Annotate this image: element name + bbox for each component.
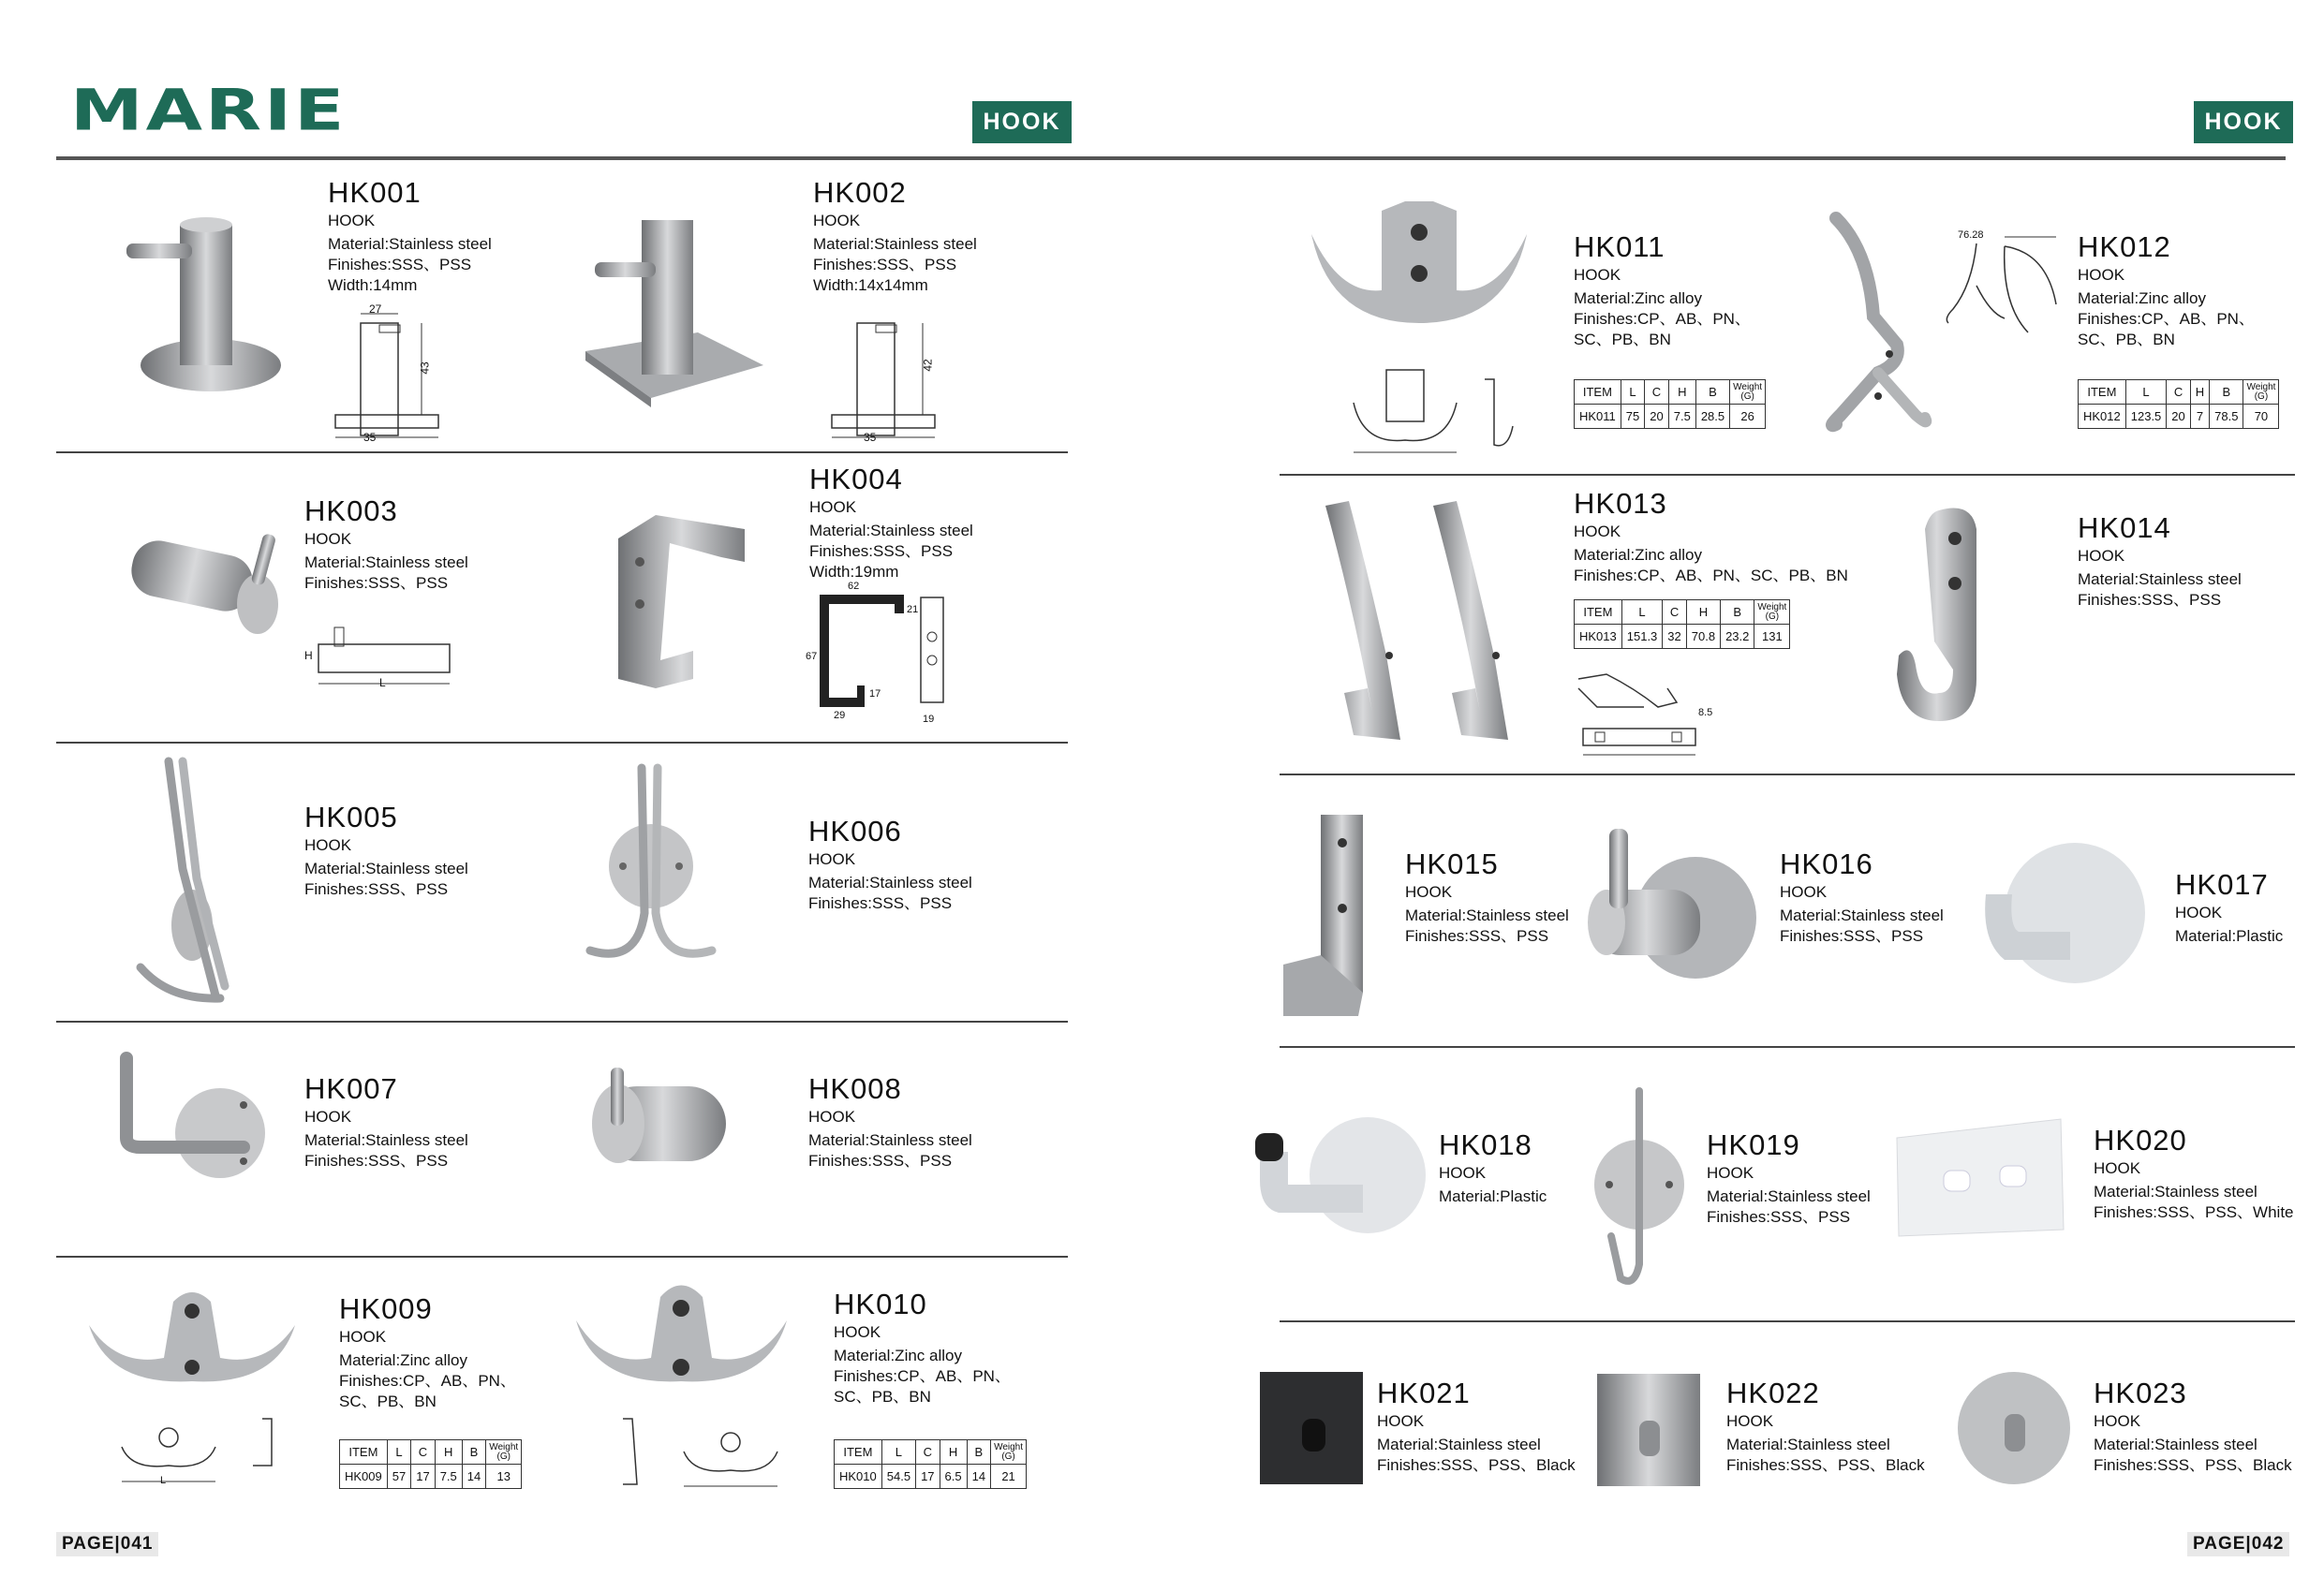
- hk013-spec-table: [1574, 599, 1790, 649]
- td: 26: [1730, 405, 1766, 429]
- unit: (G): [1001, 1451, 1015, 1462]
- th: B: [462, 1440, 485, 1465]
- th: B: [1695, 380, 1729, 405]
- product-type: HOOK: [813, 211, 861, 229]
- brand-logo: MARIE: [70, 78, 348, 144]
- product-code: HK010: [834, 1288, 927, 1320]
- hk007-image: [112, 1054, 276, 1203]
- hk016-image: [1583, 824, 1761, 1002]
- td: 28.5: [1695, 405, 1729, 429]
- product-hk022: [1726, 1377, 1925, 1476]
- hk002-image: [585, 211, 773, 407]
- product-code: HK015: [1405, 847, 1499, 880]
- th: Weight: [994, 1441, 1024, 1452]
- product-code: HK014: [2078, 511, 2171, 544]
- product-type: HOOK: [1780, 882, 1828, 901]
- product-hk001: [328, 176, 492, 296]
- unit: (G): [496, 1451, 511, 1462]
- product-specs: Material:Stainless steel Finishes:SSS、PSS: [1780, 906, 1944, 946]
- hk001-image: [122, 206, 300, 393]
- td: HK013: [1575, 625, 1622, 649]
- dim-letter: L: [160, 1475, 167, 1486]
- product-hk002: [813, 176, 977, 296]
- product-type: HOOK: [2078, 546, 2125, 565]
- td: 17: [916, 1465, 940, 1489]
- product-hk018: [1439, 1128, 1547, 1207]
- td: 21: [991, 1465, 1027, 1489]
- th-weight: [1754, 600, 1790, 625]
- product-code: HK016: [1780, 847, 1873, 880]
- dim-label: 76.28: [1958, 229, 1984, 241]
- td: 57: [387, 1465, 410, 1489]
- product-code: HK022: [1726, 1377, 1820, 1409]
- row-divider: [56, 742, 1068, 744]
- td: 14: [967, 1465, 990, 1489]
- dim-label: 67: [806, 651, 818, 662]
- hk004-image: [604, 506, 773, 693]
- product-type: HOOK: [808, 849, 856, 868]
- hk021-image: [1255, 1367, 1368, 1489]
- td: 54.5: [881, 1465, 915, 1489]
- hk006-image: [571, 763, 731, 979]
- hk019-image: [1583, 1086, 1695, 1292]
- th: ITEM: [340, 1440, 388, 1465]
- product-code: HK021: [1377, 1377, 1471, 1409]
- hk009-image: [80, 1283, 304, 1400]
- product-specs: Material:Stainless steel Finishes:SSS、PSS、Black: [2094, 1436, 2292, 1475]
- dim-label: 35: [864, 431, 877, 444]
- unit: (G): [1740, 391, 1754, 402]
- product-type: HOOK: [1405, 882, 1453, 901]
- td: 7.5: [1668, 405, 1695, 429]
- product-specs: Material:Stainless steel Finishes:SSS、PSS、Black: [1377, 1436, 1576, 1475]
- product-hk014: [2078, 511, 2242, 611]
- hk013-image: [1316, 496, 1541, 749]
- td: 32: [1663, 625, 1686, 649]
- product-type: HOOK: [1707, 1163, 1754, 1182]
- dim-label: 19: [923, 714, 935, 725]
- td: 70.8: [1686, 625, 1720, 649]
- product-code: HK004: [809, 463, 903, 495]
- product-specs: Material:Stainless steel Finishes:SSS、PSS: [1707, 1187, 1871, 1227]
- hk012-drawing: [1934, 229, 2075, 342]
- th: L: [1621, 600, 1663, 625]
- td: 75: [1621, 405, 1644, 429]
- th: C: [2167, 380, 2190, 405]
- product-code: HK020: [2094, 1124, 2187, 1157]
- hk011-spec-table: [1574, 379, 1766, 429]
- td: HK010: [835, 1465, 882, 1489]
- th: H: [1686, 600, 1720, 625]
- product-code: HK007: [304, 1072, 398, 1105]
- product-hk009: [339, 1292, 516, 1412]
- product-hk011: [1574, 230, 1751, 350]
- product-hk007: [304, 1072, 468, 1172]
- hk011-image: [1302, 197, 1536, 332]
- th: Weight: [1733, 381, 1763, 392]
- th: C: [916, 1440, 940, 1465]
- section-tag-right: HOOK: [2194, 101, 2293, 143]
- dim-label: 17: [869, 688, 881, 700]
- product-type: HOOK: [834, 1322, 881, 1341]
- product-specs: Material:Zinc alloy Finishes:CP、AB、PN、SC、PB、BN: [1574, 546, 1848, 585]
- th: Weight: [2246, 381, 2276, 392]
- dim-label: 21: [907, 604, 919, 615]
- product-specs: Material:Plastic: [1439, 1187, 1547, 1206]
- th: L: [881, 1440, 915, 1465]
- hk011-drawing: [1344, 351, 1532, 459]
- th-weight: [1730, 380, 1766, 405]
- product-code: HK008: [808, 1072, 902, 1105]
- product-type: HOOK: [2175, 903, 2223, 921]
- row-divider: [1280, 474, 2295, 476]
- dim-label: L: [379, 676, 386, 689]
- th: Weight: [489, 1441, 519, 1452]
- product-hk003: [304, 494, 468, 594]
- product-code: HK013: [1574, 487, 1667, 520]
- product-code: HK001: [328, 176, 422, 209]
- section-tag-left: HOOK: [972, 101, 1072, 143]
- th: L: [387, 1440, 410, 1465]
- product-type: HOOK: [809, 497, 857, 516]
- product-specs: Material:Stainless steel Finishes:SSS、PSS: [1405, 906, 1569, 946]
- product-type: HOOK: [339, 1327, 387, 1346]
- product-code: HK023: [2094, 1377, 2187, 1409]
- product-code: HK018: [1439, 1128, 1532, 1161]
- product-hk021: [1377, 1377, 1576, 1476]
- hk002-drawing: [824, 304, 965, 445]
- product-code: HK002: [813, 176, 907, 209]
- hk005-image: [131, 757, 244, 1010]
- hk010-drawing: [614, 1409, 801, 1494]
- unit: (G): [2254, 391, 2269, 402]
- product-specs: Material:Stainless steel Finishes:SSS、PSS、White: [2094, 1183, 2294, 1222]
- product-code: HK011: [1574, 230, 1665, 263]
- product-hk016: [1780, 847, 1944, 947]
- th: C: [1645, 380, 1668, 405]
- th: B: [1721, 600, 1754, 625]
- product-specs: Material:Zinc alloy Finishes:CP、AB、PN、 SC、PB、BN: [339, 1351, 516, 1411]
- th: ITEM: [835, 1440, 882, 1465]
- td: 7.5: [435, 1465, 462, 1489]
- product-type: HOOK: [1726, 1411, 1774, 1430]
- hk018-image: [1251, 1114, 1428, 1236]
- product-specs: Material:Stainless steel Finishes:SSS、PSS: [304, 860, 468, 899]
- product-specs: Material:Stainless steel Finishes:SSS、PSS、Black: [1726, 1436, 1925, 1475]
- product-hk012: [2078, 230, 2255, 350]
- page-number-left: PAGE|041: [56, 1532, 158, 1556]
- header-rule: [56, 156, 2286, 160]
- td: HK009: [340, 1465, 388, 1489]
- td: 6.5: [940, 1465, 967, 1489]
- product-code: HK017: [2175, 868, 2269, 901]
- product-type: HOOK: [328, 211, 376, 229]
- hk003-image: [126, 529, 286, 651]
- product-hk017: [2175, 868, 2283, 947]
- th: H: [940, 1440, 967, 1465]
- row-divider: [1280, 1046, 2295, 1048]
- hk015-image: [1279, 810, 1372, 1021]
- hk008-image: [590, 1063, 731, 1194]
- hk020-image: [1897, 1119, 2065, 1236]
- product-hk004: [809, 463, 973, 582]
- product-hk019: [1707, 1128, 1871, 1228]
- row-divider: [1280, 1320, 2295, 1322]
- dim-label: H: [304, 649, 313, 662]
- product-code: HK019: [1707, 1128, 1800, 1161]
- hk010-image: [567, 1278, 796, 1400]
- td: 20: [1645, 405, 1668, 429]
- td: HK011: [1575, 405, 1621, 429]
- th: Weight: [1757, 601, 1787, 612]
- row-divider: [1280, 774, 2295, 775]
- td: HK012: [2079, 405, 2126, 429]
- product-specs: Material:Stainless steel Finishes:SSS、PSS: [304, 553, 468, 593]
- product-specs: Material:Zinc alloy Finishes:CP、AB、PN、 SC、PB、BN: [834, 1347, 1011, 1407]
- hk017-image: [1967, 838, 2145, 997]
- unit: (G): [1765, 611, 1780, 622]
- product-hk010: [834, 1288, 1011, 1408]
- row-divider: [56, 451, 1068, 453]
- product-specs: Material:Stainless steel Finishes:SSS、PSS: [808, 1131, 972, 1171]
- th: B: [967, 1440, 990, 1465]
- product-type: HOOK: [304, 529, 352, 548]
- hk009-drawing: [112, 1414, 300, 1489]
- th: C: [1663, 600, 1686, 625]
- product-specs: Material:Stainless steel Finishes:SSS、PSS: [808, 874, 972, 913]
- row-divider: [56, 1021, 1068, 1023]
- td: 13: [486, 1465, 522, 1489]
- product-hk023: [2094, 1377, 2292, 1476]
- hk023-image: [1953, 1367, 2075, 1489]
- td: 78.5: [2210, 405, 2243, 429]
- row-divider: [56, 1256, 1068, 1258]
- dim-label: 29: [834, 710, 846, 721]
- hk022-image: [1592, 1369, 1705, 1491]
- product-type: HOOK: [808, 1107, 856, 1126]
- product-hk013: [1574, 487, 1848, 586]
- th: L: [2125, 380, 2167, 405]
- product-hk008: [808, 1072, 972, 1172]
- product-specs: Material:Stainless steel Finishes:SSS、PSS: [304, 1131, 468, 1171]
- th: ITEM: [2079, 380, 2126, 405]
- dim-label: 35: [363, 431, 377, 444]
- hk012-spec-table: [2078, 379, 2279, 429]
- dim-label: 62: [848, 581, 860, 592]
- product-hk005: [304, 801, 468, 900]
- product-type: HOOK: [2078, 265, 2125, 284]
- product-hk020: [2094, 1124, 2294, 1223]
- dim-label: 43: [418, 361, 432, 375]
- product-code: HK005: [304, 801, 398, 833]
- td: 17: [411, 1465, 435, 1489]
- product-specs: Material:Zinc alloy Finishes:CP、AB、PN、 SC、PB、BN: [1574, 289, 1751, 349]
- th: ITEM: [1575, 600, 1622, 625]
- th: L: [1621, 380, 1644, 405]
- td: 20: [2167, 405, 2190, 429]
- product-specs: Material:Plastic: [2175, 927, 2284, 946]
- dim-label: 42: [921, 359, 935, 372]
- th: B: [2210, 380, 2243, 405]
- hk010-spec-table: [834, 1439, 1027, 1489]
- product-type: HOOK: [2094, 1411, 2141, 1430]
- td: 7: [2190, 405, 2209, 429]
- th: H: [2190, 380, 2209, 405]
- product-code: HK009: [339, 1292, 433, 1325]
- product-specs: Material:Zinc alloy Finishes:CP、AB、PN、 SC、PB、BN: [2078, 289, 2255, 349]
- td: 123.5: [2125, 405, 2167, 429]
- product-code: HK006: [808, 815, 902, 847]
- product-type: HOOK: [304, 835, 352, 854]
- th: H: [435, 1440, 462, 1465]
- product-type: HOOK: [1439, 1163, 1487, 1182]
- product-specs: Material:Stainless steel Finishes:SSS、PSS Width:14x14mm: [813, 235, 977, 295]
- product-code: HK003: [304, 494, 398, 527]
- hk014-image: [1887, 501, 2009, 730]
- th-weight: [991, 1440, 1027, 1465]
- product-hk006: [808, 815, 972, 914]
- td: 23.2: [1721, 625, 1754, 649]
- th-weight: [2243, 380, 2279, 405]
- hk001-drawing: [328, 304, 468, 445]
- th-weight: [486, 1440, 522, 1465]
- th: C: [411, 1440, 435, 1465]
- th: ITEM: [1575, 380, 1621, 405]
- product-specs: Material:Stainless steel Finishes:SSS、PSS Width:14mm: [328, 235, 492, 295]
- td: 70: [2243, 405, 2279, 429]
- td: 151.3: [1621, 625, 1663, 649]
- dim-label: 27: [369, 302, 382, 316]
- hk013-drawing: [1569, 665, 1719, 759]
- product-hk015: [1405, 847, 1569, 947]
- product-type: HOOK: [304, 1107, 352, 1126]
- dim-label: 8.5: [1698, 707, 1713, 718]
- hk009-spec-table: [339, 1439, 522, 1489]
- product-code: HK012: [2078, 230, 2171, 263]
- product-type: HOOK: [1574, 265, 1621, 284]
- td: 131: [1754, 625, 1790, 649]
- th: H: [1668, 380, 1695, 405]
- hk012-image: [1822, 214, 1944, 438]
- product-specs: Material:Stainless steel Finishes:SSS、PSS Width:19mm: [809, 522, 973, 582]
- page-number-right: PAGE|042: [2187, 1532, 2289, 1556]
- product-specs: Material:Stainless steel Finishes:SSS、PSS: [2078, 570, 2242, 610]
- product-type: HOOK: [1574, 522, 1621, 540]
- product-type: HOOK: [2094, 1158, 2141, 1177]
- td: 14: [462, 1465, 485, 1489]
- product-type: HOOK: [1377, 1411, 1425, 1430]
